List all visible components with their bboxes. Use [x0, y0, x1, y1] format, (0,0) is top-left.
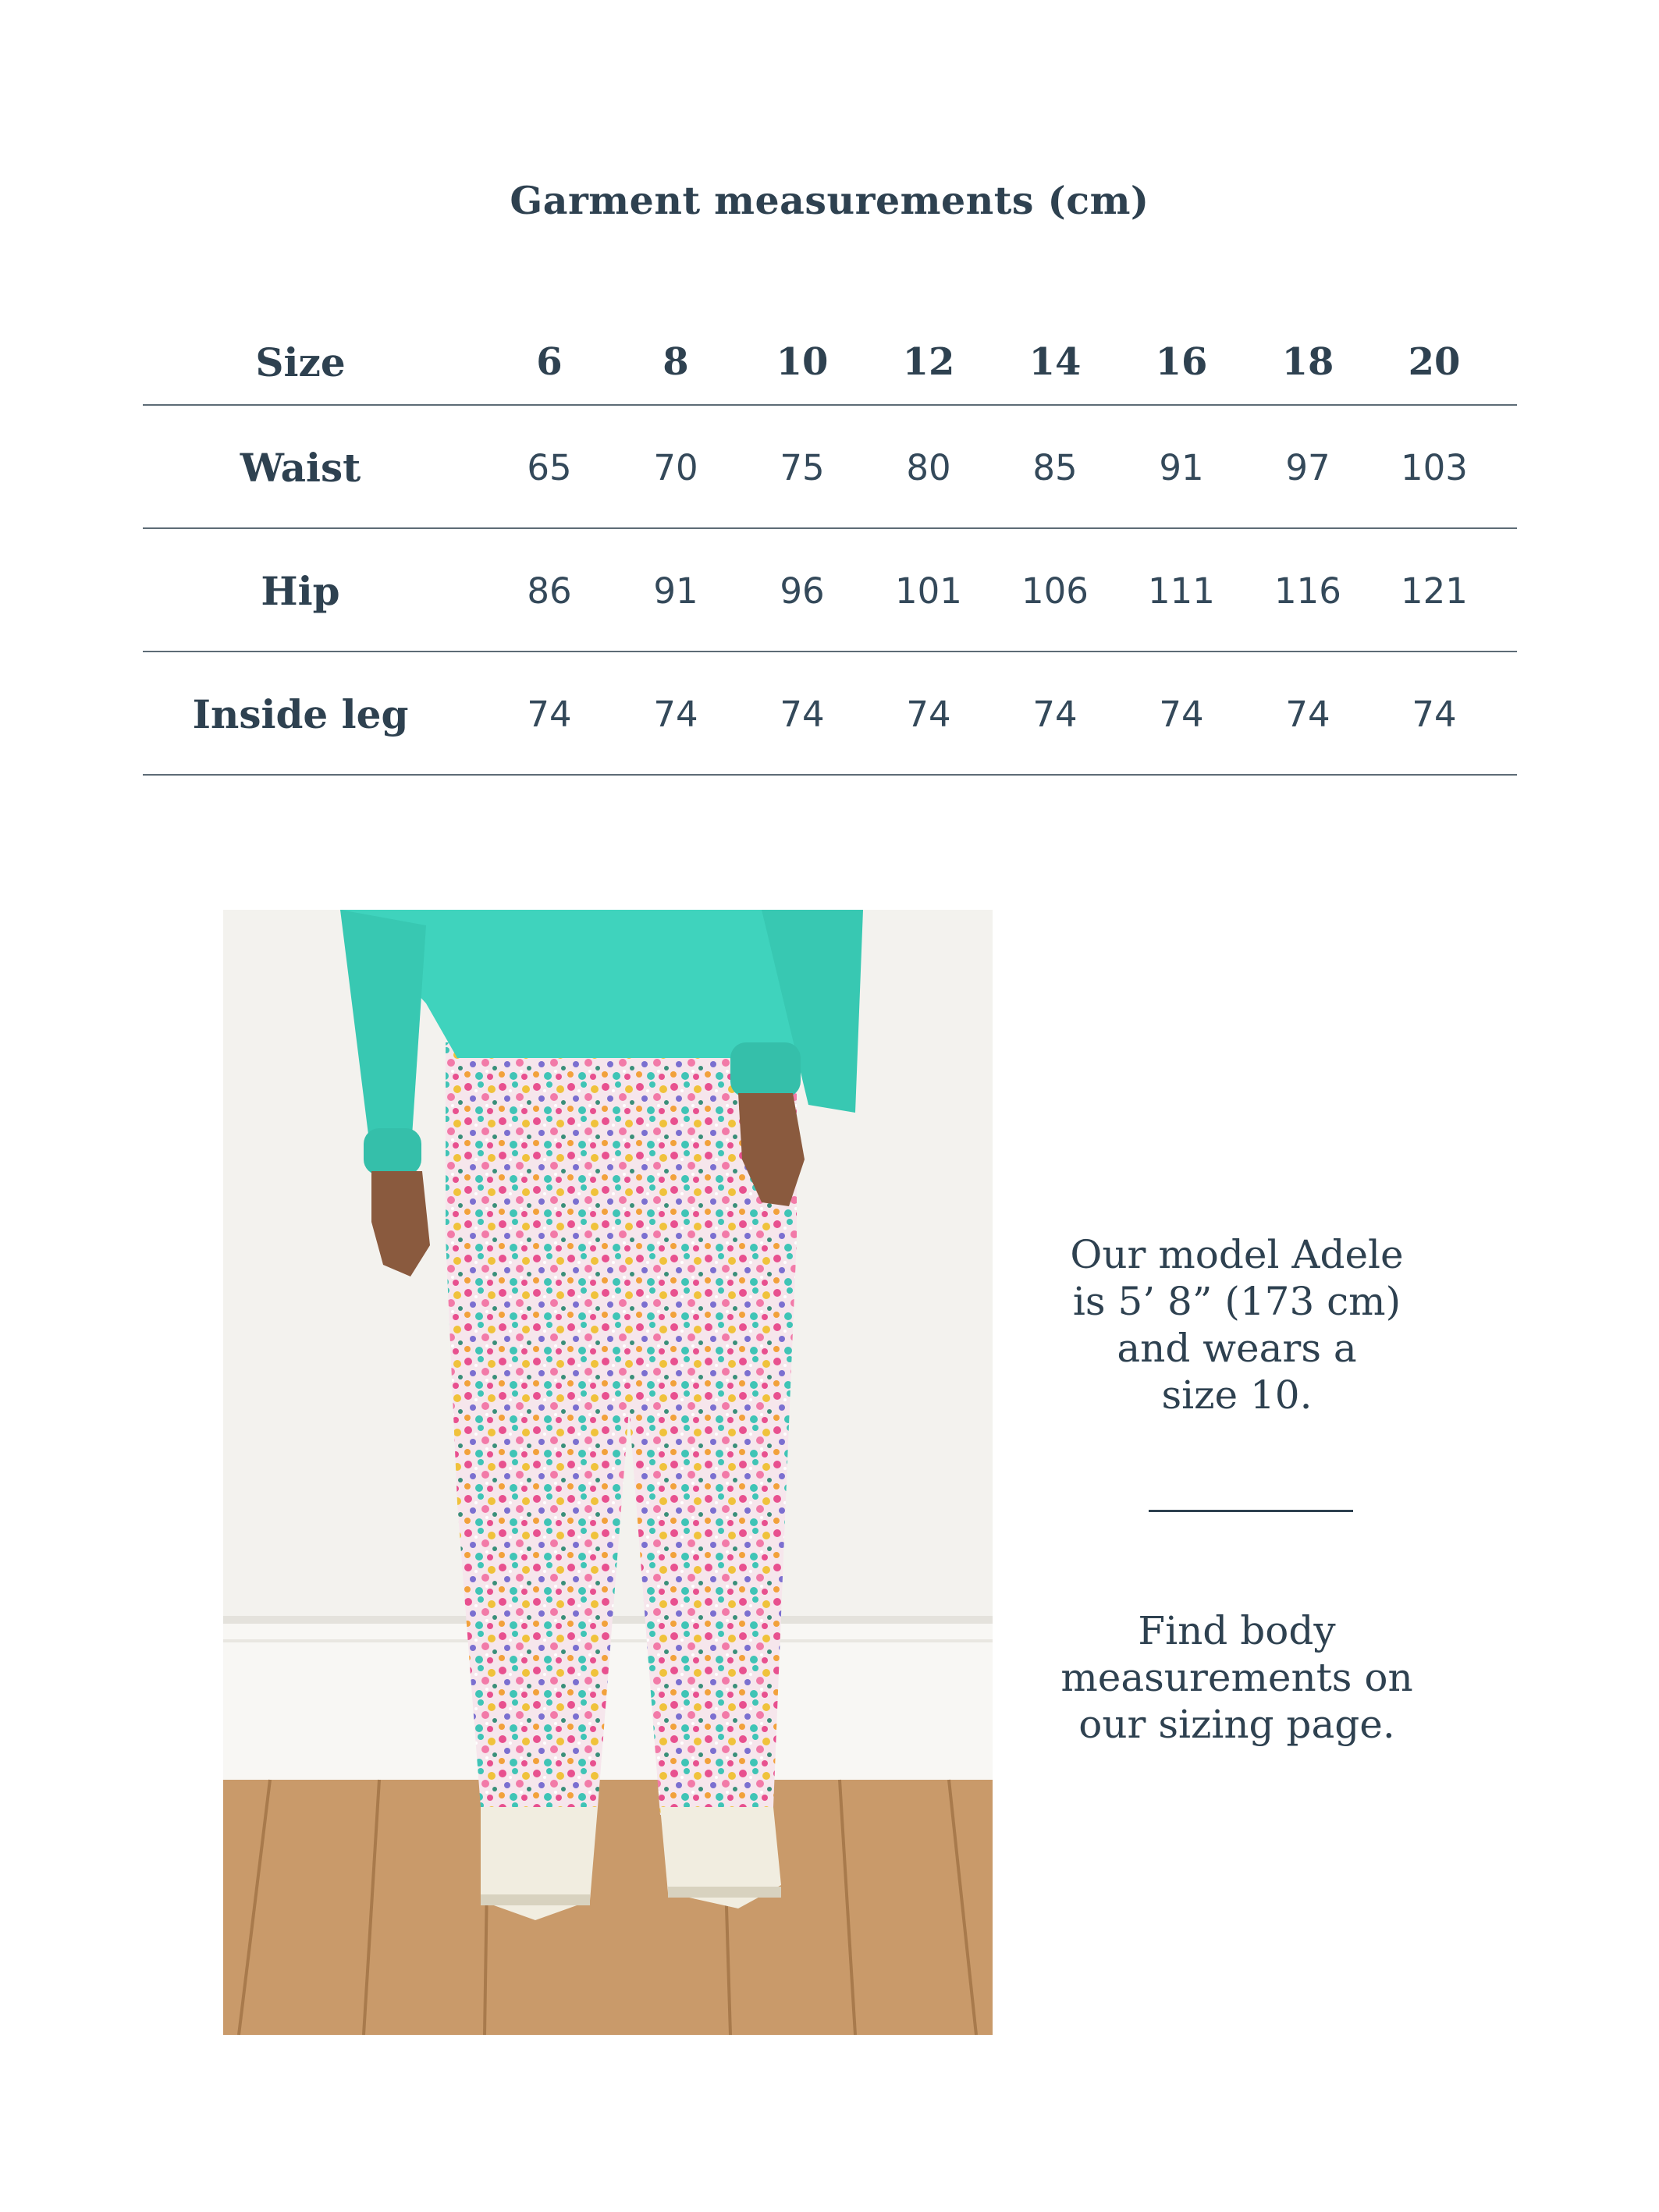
table-cell: 121 [1401, 570, 1468, 612]
section-divider [1149, 1510, 1353, 1512]
table-row-hip [143, 529, 1517, 652]
table-cell: 74 [527, 693, 572, 735]
measurement-table [143, 312, 1517, 776]
table-cell: 91 [653, 570, 698, 612]
size-16: 16 [1155, 340, 1208, 384]
page-title: Garment measurements (cm) [510, 178, 1149, 223]
table-cell: 116 [1274, 570, 1341, 612]
table-cell: 74 [653, 693, 698, 735]
table-cell: 80 [906, 446, 951, 488]
sizing-note-line: Find body [1138, 1608, 1336, 1653]
table-cell: 74 [906, 693, 951, 735]
table-header-row [143, 312, 1517, 406]
model-info-line: Our model Adele [1070, 1232, 1404, 1277]
size-12: 12 [902, 340, 955, 384]
table-cell: 111 [1148, 570, 1215, 612]
table-cell: 74 [1285, 693, 1330, 735]
table-cell: 74 [1032, 693, 1078, 735]
table-cell: 97 [1285, 446, 1330, 488]
size-14: 14 [1028, 340, 1082, 384]
table-cell: 85 [1032, 446, 1078, 488]
size-10: 10 [776, 340, 829, 384]
row-label: Waist [240, 444, 361, 491]
table-cell: 91 [1159, 446, 1204, 488]
model-photo [223, 910, 993, 2035]
model-info-line: and wears a [1117, 1326, 1357, 1371]
table-row-inside-leg [143, 652, 1517, 776]
sizing-note-line: measurements on [1060, 1655, 1413, 1700]
table-cell: 86 [527, 570, 572, 612]
table-row-waist [143, 406, 1517, 529]
table-cell: 65 [527, 446, 572, 488]
table-cell: 106 [1021, 570, 1089, 612]
size-6: 6 [536, 340, 563, 384]
header-size-label: Size [255, 339, 346, 385]
model-info-line: size 10. [1161, 1372, 1313, 1418]
table-cell: 103 [1401, 446, 1468, 488]
table-cell: 74 [780, 693, 825, 735]
sizing-note-line: our sizing page. [1078, 1702, 1395, 1747]
table-cell: 101 [895, 570, 962, 612]
table-cell: 74 [1159, 693, 1204, 735]
size-20: 20 [1408, 340, 1461, 384]
table-cell: 74 [1412, 693, 1457, 735]
table-cell: 75 [780, 446, 825, 488]
row-label: Inside leg [192, 691, 409, 737]
table-cell: 96 [780, 570, 825, 612]
row-divider [143, 774, 1517, 776]
sizing-page-note [1007, 1607, 1467, 1748]
row-label: Hip [261, 567, 340, 614]
model-info [1007, 1231, 1467, 1418]
size-8: 8 [663, 340, 689, 384]
model-info-line: is 5’ 8” (173 cm) [1072, 1279, 1401, 1324]
table-cell: 70 [653, 446, 698, 488]
size-18: 18 [1281, 340, 1334, 384]
